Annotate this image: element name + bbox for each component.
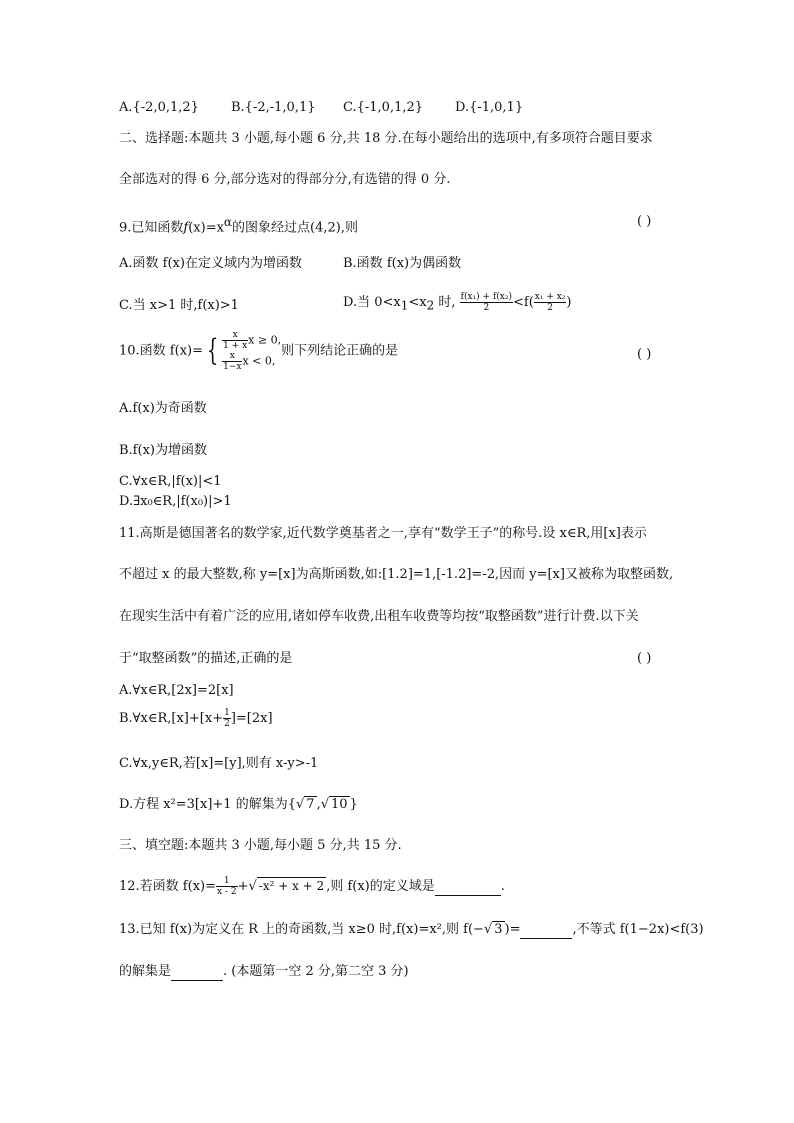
q11-optd-root1: 7 [306, 797, 315, 812]
q9-optd-fraction-2 [534, 292, 567, 313]
q11-stem-line1: 11.高斯是德国著名的数学家,近代数学奠基者之一,享有“数学王子”的称号.设 x∈R,用[x]表示 [119, 526, 647, 541]
q10-piecewise-brace: { [206, 333, 219, 368]
q10-piece2-cond: x < 0, [242, 354, 276, 368]
frac-denominator: 1−x [223, 362, 242, 372]
frac-numerator: x [222, 351, 242, 362]
q12-fraction [216, 876, 238, 897]
q13-stem-line2 [119, 964, 409, 981]
q11-optb-suffix: ]=[2x] [230, 711, 273, 726]
q11-optd-prefix: D.方程 x²=3[x]+1 的解集为{ [119, 797, 296, 812]
q10-option-b: B.f(x)为增函数 [119, 443, 207, 458]
q10-option-c: C.∀x∈R,|f(x)|<1 [119, 474, 222, 489]
q9-stem-prefix: 9.已知函数 [119, 220, 184, 236]
q10-piece1-cond: x ≥ 0, [248, 333, 282, 347]
q9-stem-f: f [183, 220, 189, 236]
frac-denominator: 2 [224, 719, 230, 729]
section2-heading-line2: 全部选对的得 6 分,部分选对的得部分分,有选错的得 0 分. [119, 172, 451, 187]
q10-piece-1 [222, 330, 281, 351]
q9-optd-lt: <f( [513, 295, 534, 310]
q12-suffix: ,则 f(x)的定义域是 [326, 879, 435, 894]
frac-numerator: 1 [224, 708, 230, 718]
q12-prefix: 12.若函数 f(x)= [119, 879, 216, 894]
q9-stem [119, 214, 358, 236]
q10-piece2-frac [222, 351, 242, 372]
q12-radicand: -x² + x + 2 [258, 879, 325, 893]
q11-optb-prefix: B.∀x∈R,[x]+[x+ [119, 711, 224, 726]
frac-numerator: x [222, 330, 248, 341]
q8-option-a: A.{-2,0,1,2} [119, 100, 199, 115]
q12-plus: + [237, 879, 249, 894]
q10-stem [119, 330, 398, 372]
q11-option-a: A.∀x∈R,[2x]=2[x] [119, 683, 234, 698]
q9-optd-end: ) [566, 295, 572, 310]
q11-option-c: C.∀x,y∈R,若[x]=[y],则有 x-y>-1 [119, 756, 319, 771]
q10-stem-suffix: 则下列结论正确的是 [281, 343, 399, 359]
frac-denominator: 2 [483, 303, 490, 313]
frac-denominator: 2 [547, 303, 553, 313]
section3-heading: 三、填空题:本题共 3 小题,每小题 5 分,共 15 分. [119, 838, 402, 853]
q12-end: . [500, 879, 505, 894]
q10-piecewise-body [222, 330, 281, 372]
q9-optd-fraction-1 [460, 292, 513, 313]
q11-option-b [119, 708, 273, 729]
q13-answer-blank-2[interactable] [171, 964, 223, 981]
frac-numerator: x₁ + x₂ [534, 292, 566, 302]
sqrt-icon: √ [248, 879, 257, 894]
q12-stem [119, 876, 505, 897]
q13-prefix: 13.已知 f(x)为定义在 R 上的奇函数,当 x≥0 时,f(x)=x²,则 f(− [119, 922, 484, 937]
q10-stem-prefix: 10.函数 f(x)= [119, 343, 203, 359]
frac-numerator: f(x₁) + f(x₂) [460, 292, 512, 302]
q9-optd-mid: <x [408, 295, 427, 310]
q13-answer-blank-1[interactable] [520, 922, 572, 939]
q10-option-d: D.∃x₀∈R,|f(x₀)|>1 [119, 494, 232, 509]
q9-answer-paren: ( ) [637, 214, 652, 229]
q9-option-c: C.当 x>1 时,f(x)>1 [119, 298, 239, 313]
q11-optb-fraction [223, 708, 231, 729]
q11-optd-root2: 10 [331, 797, 348, 812]
frac-denominator: x - 2 [217, 887, 237, 897]
q13-line2-suffix: . (本题第一空 2 分,第二空 3 分) [223, 964, 409, 979]
q9-option-a: A.函数 f(x)在定义域内为增函数 [119, 256, 302, 271]
q12-answer-blank[interactable] [435, 879, 501, 896]
q8-option-d: D.{-1,0,1} [455, 100, 524, 115]
q13-stem-line1 [119, 921, 704, 939]
sqrt-icon: √ [483, 922, 493, 937]
q9-optd-when: 时, [434, 295, 456, 310]
q11-answer-paren: ( ) [637, 651, 652, 666]
q11-stem-line2: 不超过 x 的最大整数,称 y=[x]为高斯函数,如:[1.2]=1,[-1.2]=-2,因而 y=[x]又被称为取整函数, [119, 567, 674, 582]
q10-option-a: A.f(x)为奇函数 [119, 401, 207, 416]
sqrt-icon: √ [295, 797, 305, 812]
q9-stem-mid: (x)=x [188, 220, 224, 236]
frac-denominator: 1 + x [223, 341, 248, 351]
q9-optd-prefix: D.当 0<x [343, 295, 401, 310]
frac-numerator: 1 [216, 876, 238, 887]
q10-piece-2 [222, 351, 281, 372]
q9-option-d [343, 292, 572, 314]
q13-mid2: ,不等式 f(1−2x)<f(3) [572, 922, 704, 937]
q11-stem-line4: 于“取整函数”的描述,正确的是 [119, 651, 293, 666]
q9-optd-sub1: 1 [400, 298, 409, 313]
q9-stem-suffix: 的图象经过点(4,2),则 [232, 220, 358, 236]
q10-piece1-frac [222, 330, 248, 351]
q8-option-b: B.{-2,-1,0,1} [231, 100, 316, 115]
q13-root: 3 [494, 922, 503, 937]
q8-option-c: C.{-1,0,1,2} [343, 100, 424, 115]
q13-line2-prefix: 的解集是 [119, 964, 172, 979]
q9-optd-sub2: 2 [426, 298, 435, 313]
q9-stem-exp: α [223, 215, 233, 229]
q11-stem-line3: 在现实生活中有着广泛的应用,诸如停车收费,出租车收费等均按“取整函数”进行计费.以下关 [119, 609, 639, 624]
q10-answer-paren: ( ) [637, 347, 652, 362]
q13-mid: )= [504, 922, 521, 937]
sqrt-icon: √ [320, 797, 329, 812]
section2-heading-line1: 二、选择题:本题共 3 小题,每小题 6 分,共 18 分.在每小题给出的选项中,有多项符合题目要求 [119, 131, 653, 146]
q9-option-b: B.函数 f(x)为偶函数 [343, 256, 462, 271]
q11-optd-suffix: } [349, 797, 358, 812]
q11-option-d: D.方程 x²=3[x]+1 的解集为{√ 7 ,√ 10 } [119, 797, 358, 812]
